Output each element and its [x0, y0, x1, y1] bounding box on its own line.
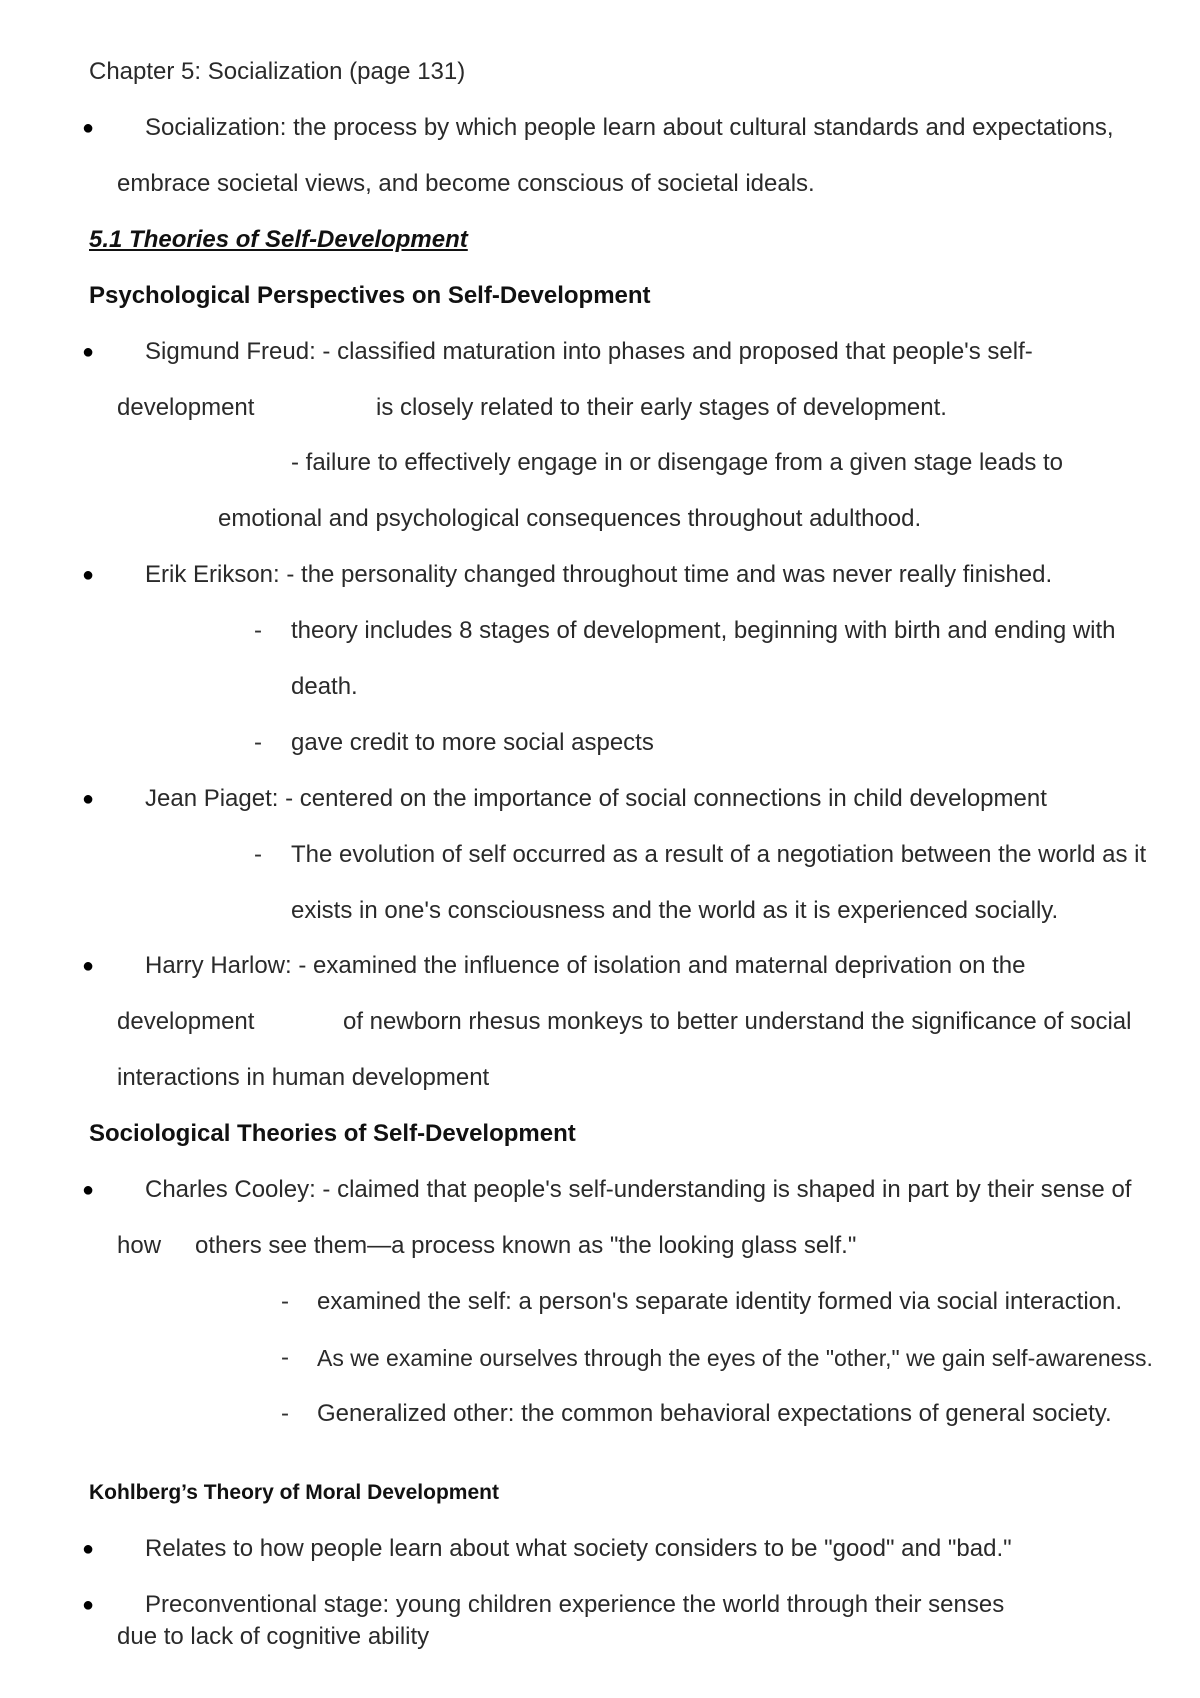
- freud-line2-text: is closely related to their early stages of development.: [376, 394, 947, 421]
- chapter-title: Chapter 5: Socialization (page 131): [89, 58, 466, 85]
- dash-icon: -: [254, 841, 262, 868]
- erikson-sub1-line2: death.: [291, 673, 358, 700]
- harlow-line1: Harry Harlow: - examined the influence of isolation and maternal deprivation on the: [145, 952, 1026, 979]
- cooley-sub1: examined the self: a person's separate identity formed via social interaction.: [317, 1288, 1123, 1315]
- bullet-icon: ●: [82, 117, 95, 139]
- freud-line1: Sigmund Freud: - classified maturation into phases and proposed that people's self-: [145, 338, 1033, 365]
- harlow-line3: interactions in human development: [117, 1064, 490, 1091]
- erikson-sub2: gave credit to more social aspects: [291, 729, 654, 756]
- bullet-icon: ●: [82, 564, 95, 586]
- dash-icon: -: [281, 1288, 289, 1315]
- cooley-sub2: As we examine ourselves through the eyes of the "other," we gain self-awareness.: [317, 1345, 1153, 1371]
- piaget-line1: Jean Piaget: - centered on the importance of social connections in child development: [145, 785, 1047, 812]
- socialization-definition-line1: Socialization: the process by which people learn about cultural standards and expectations,: [145, 114, 1114, 141]
- bullet-icon: ●: [82, 1538, 95, 1560]
- dash-icon: -: [254, 729, 262, 756]
- bullet-icon: ●: [82, 955, 95, 977]
- freud-line3: - failure to effectively engage in or disengage from a given stage leads to: [291, 449, 1064, 476]
- erikson-sub1-line1: theory includes 8 stages of development, beginning with birth and ending with: [291, 617, 1116, 644]
- cooley-line2-text: others see them—a process known as "the looking glass self.": [195, 1232, 857, 1259]
- piaget-sub1-line2: exists in one's consciousness and the world as it is experienced socially.: [291, 897, 1059, 924]
- bullet-icon: ●: [82, 788, 95, 810]
- freud-line4: emotional and psychological consequences throughout adulthood.: [218, 505, 922, 532]
- cooley-sub3: Generalized other: the common behavioral expectations of general society.: [317, 1400, 1112, 1427]
- psychological-heading: Psychological Perspectives on Self-Development: [89, 282, 651, 309]
- cooley-line1: Charles Cooley: - claimed that people's self-understanding is shaped in part by their sense of: [145, 1176, 1132, 1203]
- harlow-line2-term: development: [117, 1008, 255, 1035]
- cooley-line2-word: how: [117, 1232, 162, 1259]
- bullet-icon: ●: [82, 341, 95, 363]
- dash-icon: -: [254, 617, 262, 644]
- kohlberg-item1: Relates to how people learn about what society considers to be "good" and "bad.": [145, 1535, 1012, 1562]
- dash-icon: -: [281, 1400, 289, 1427]
- kohlberg-item2-line2: due to lack of cognitive ability: [117, 1623, 430, 1650]
- piaget-sub1-line1: The evolution of self occurred as a result of a negotiation between the world as it: [291, 841, 1147, 868]
- freud-line2-term: development: [117, 394, 255, 421]
- erikson-line1: Erik Erikson: - the personality changed throughout time and was never really finished.: [145, 561, 1053, 588]
- sociological-heading: Sociological Theories of Self-Development: [89, 1120, 576, 1147]
- harlow-line2-text: of newborn rhesus monkeys to better understand the significance of social: [343, 1008, 1132, 1035]
- socialization-definition-line2: embrace societal views, and become conscious of societal ideals.: [117, 170, 815, 197]
- kohlberg-heading: Kohlberg’s Theory of Moral Development: [89, 1481, 499, 1504]
- bullet-icon: ●: [82, 1179, 95, 1201]
- kohlberg-item2-line1: Preconventional stage: young children experience the world through their senses: [145, 1591, 1005, 1618]
- dash-icon: -: [281, 1344, 289, 1371]
- section-heading: 5.1 Theories of Self-Development: [89, 226, 468, 253]
- bullet-icon: ●: [82, 1594, 95, 1616]
